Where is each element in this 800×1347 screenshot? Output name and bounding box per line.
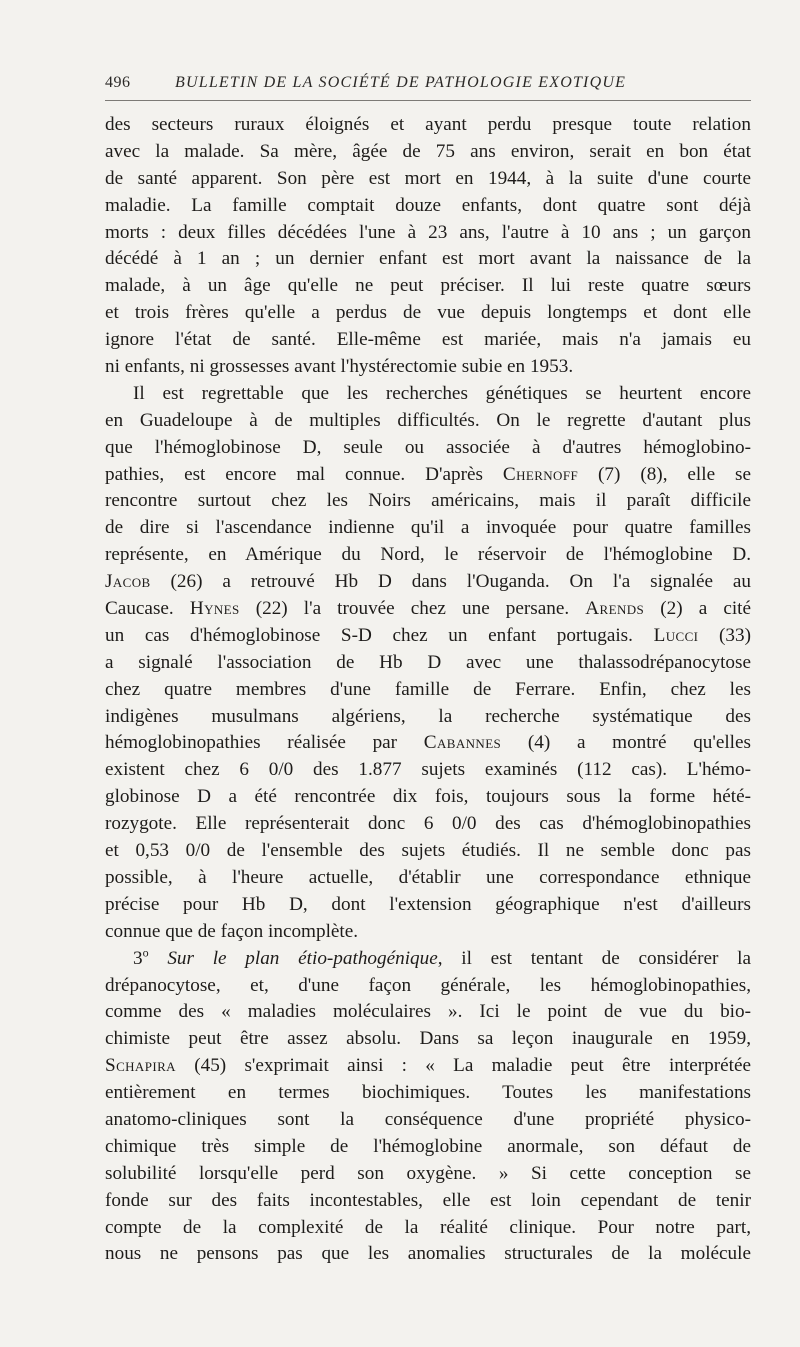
text-line: et trois frères qu'elle a perdus de vue depuis longtemps et dont elle — [105, 302, 751, 324]
text-line: comme des « maladies moléculaires ». Ici le point de vue du bio- — [105, 1001, 751, 1023]
text-run: (7) (8), elle se — [578, 463, 751, 485]
author-name: Lucci — [653, 624, 699, 646]
text-run: hémoglobinopathies réalisée par — [105, 732, 398, 754]
text-run: (22) l'a trouvée chez une persane. — [239, 598, 570, 620]
text-run: (4) a montré qu'elles — [501, 732, 751, 754]
text-line: précise pour Hb D, dont l'extension géographique n'est d'ailleurs — [105, 893, 751, 915]
text-line: existent chez 6 0/0 des 1.877 sujets examinés (112 cas). L'hémo- — [105, 759, 751, 781]
author-name: Cabannes — [423, 732, 502, 754]
text-line — [105, 596, 751, 623]
author-name: Arends — [585, 598, 645, 620]
text-line — [105, 569, 751, 596]
text-line: chimique très simple de l'hémoglobine anormale, son défaut de — [105, 1135, 751, 1157]
text-line: chez quatre membres d'une famille de Ferrare. Enfin, chez les — [105, 678, 751, 700]
text-line — [105, 623, 751, 650]
text-line: des secteurs ruraux éloignés et ayant perdu presque toute relation — [105, 114, 751, 135]
text-line: et 0,53 0/0 de l'ensemble des sujets étudiés. Il ne semble donc pas — [105, 840, 751, 862]
text-line: ignore l'état de santé. Elle-même est mariée, mais n'a jamais eu — [105, 329, 751, 351]
author-name: Chernoff — [502, 463, 579, 485]
text-line: anatomo-cliniques sont la conséquence d'une propriété physico- — [105, 1108, 751, 1130]
text-line — [105, 730, 751, 757]
text-run: (26) a retrouvé Hb D dans l'Ouganda. On l'a signalée au — [150, 571, 751, 593]
text-line: avec la malade. Sa mère, âgée de 75 ans environ, serait en bon état — [105, 140, 751, 162]
text-line: connue que de façon incomplète. — [105, 920, 359, 942]
text-line: morts : deux filles décédées l'une à 23 ans, l'autre à 10 ans ; un garçon — [105, 221, 751, 243]
text-line: représente, en Amérique du Nord, le réservoir de l'hémoglobine D. — [105, 544, 751, 566]
text-line: Il est regrettable que les recherches génétiques se heurtent encore — [133, 382, 751, 404]
text-line: nous ne pensons pas que les anomalies structurales de la molécule — [105, 1243, 751, 1265]
running-head — [105, 70, 751, 101]
text-run: , il est tentant de considérer la — [437, 947, 751, 969]
text-line: rencontre surtout chez les Noirs américains, mais il paraît difficile — [105, 490, 751, 512]
author-name: Hynes — [189, 598, 240, 620]
text-line: indigènes musulmans algériens, la recherche systématique des — [105, 705, 751, 727]
text-line: drépanocytose, et, d'une façon générale, les hémoglobinopathies, — [105, 974, 751, 996]
text-run: un cas d'hémoglobinose S-D chez un enfant portugais. — [105, 624, 633, 646]
text-line: solubilité lorsqu'elle perd son oxygène. » Si cette conception se — [105, 1162, 751, 1184]
text-run: Caucase. — [105, 598, 174, 620]
text-line: que l'hémoglobinose D, seule ou associée à d'autres hémoglobino- — [105, 436, 751, 458]
text-line: de dire si l'ascendance indienne qu'il a invoquée pour quatre familles — [105, 517, 751, 539]
section-heading: Sur le plan étio-pathogénique — [167, 947, 438, 969]
text-line: a signalé l'association de Hb D avec une thalassodrépanocytose — [105, 651, 751, 673]
text-line: possible, à l'heure actuelle, d'établir une correspondance ethnique — [105, 866, 751, 888]
text-line: chimiste peut être assez absolu. Dans sa leçon inaugurale en 1959, — [105, 1028, 751, 1050]
text-line: malade, à un âge qu'elle ne peut préciser. Il lui reste quatre sœurs — [105, 275, 751, 297]
text-run: pathies, est encore mal connue. D'après — [105, 463, 483, 485]
text-line — [105, 462, 751, 489]
section-number: 3 — [133, 947, 143, 969]
text-line: en Guadeloupe à de multiples difficultés. On le regrette d'autant plus — [105, 409, 751, 431]
author-name: Schapira — [105, 1055, 176, 1077]
text-line: fonde sur des faits incontestables, elle est loin cependant de tenir — [105, 1189, 751, 1211]
author-name: Jacob — [105, 571, 151, 593]
text-line: maladie. La famille comptait douze enfants, dont quatre sont déjà — [105, 194, 751, 216]
text-run: (2) a cité — [644, 598, 751, 620]
text-line — [105, 1053, 751, 1080]
page-number: 496 — [105, 74, 131, 91]
text-run: (45) s'exprimait ainsi : « La maladie peut être interprétée — [175, 1055, 751, 1077]
text-line: globinose D a été rencontrée dix fois, toujours sous la forme hété- — [105, 786, 751, 808]
article-body — [105, 112, 751, 1268]
text-line: de santé apparent. Son père est mort en 1944, à la suite d'une courte — [105, 167, 751, 189]
text-line: compte de la complexité de la réalité clinique. Pour notre part, — [105, 1216, 751, 1238]
text-line: décédé à 1 an ; un dernier enfant est mort avant la naissance de la — [105, 248, 751, 270]
text-line: rozygote. Elle représenterait donc 6 0/0 des cas d'hémoglobinopathies — [105, 813, 751, 835]
text-line: entièrement en termes biochimiques. Toutes les manifestations — [105, 1082, 751, 1104]
text-line — [105, 946, 751, 973]
journal-title: BULLETIN DE LA SOCIÉTÉ DE PATHOLOGIE EXOTIQUE — [175, 74, 627, 91]
degree-sign: o — [142, 945, 149, 960]
text-run: (33) — [698, 624, 751, 646]
text-line: ni enfants, ni grossesses avant l'hystérectomie subie en 1953. — [105, 356, 574, 378]
